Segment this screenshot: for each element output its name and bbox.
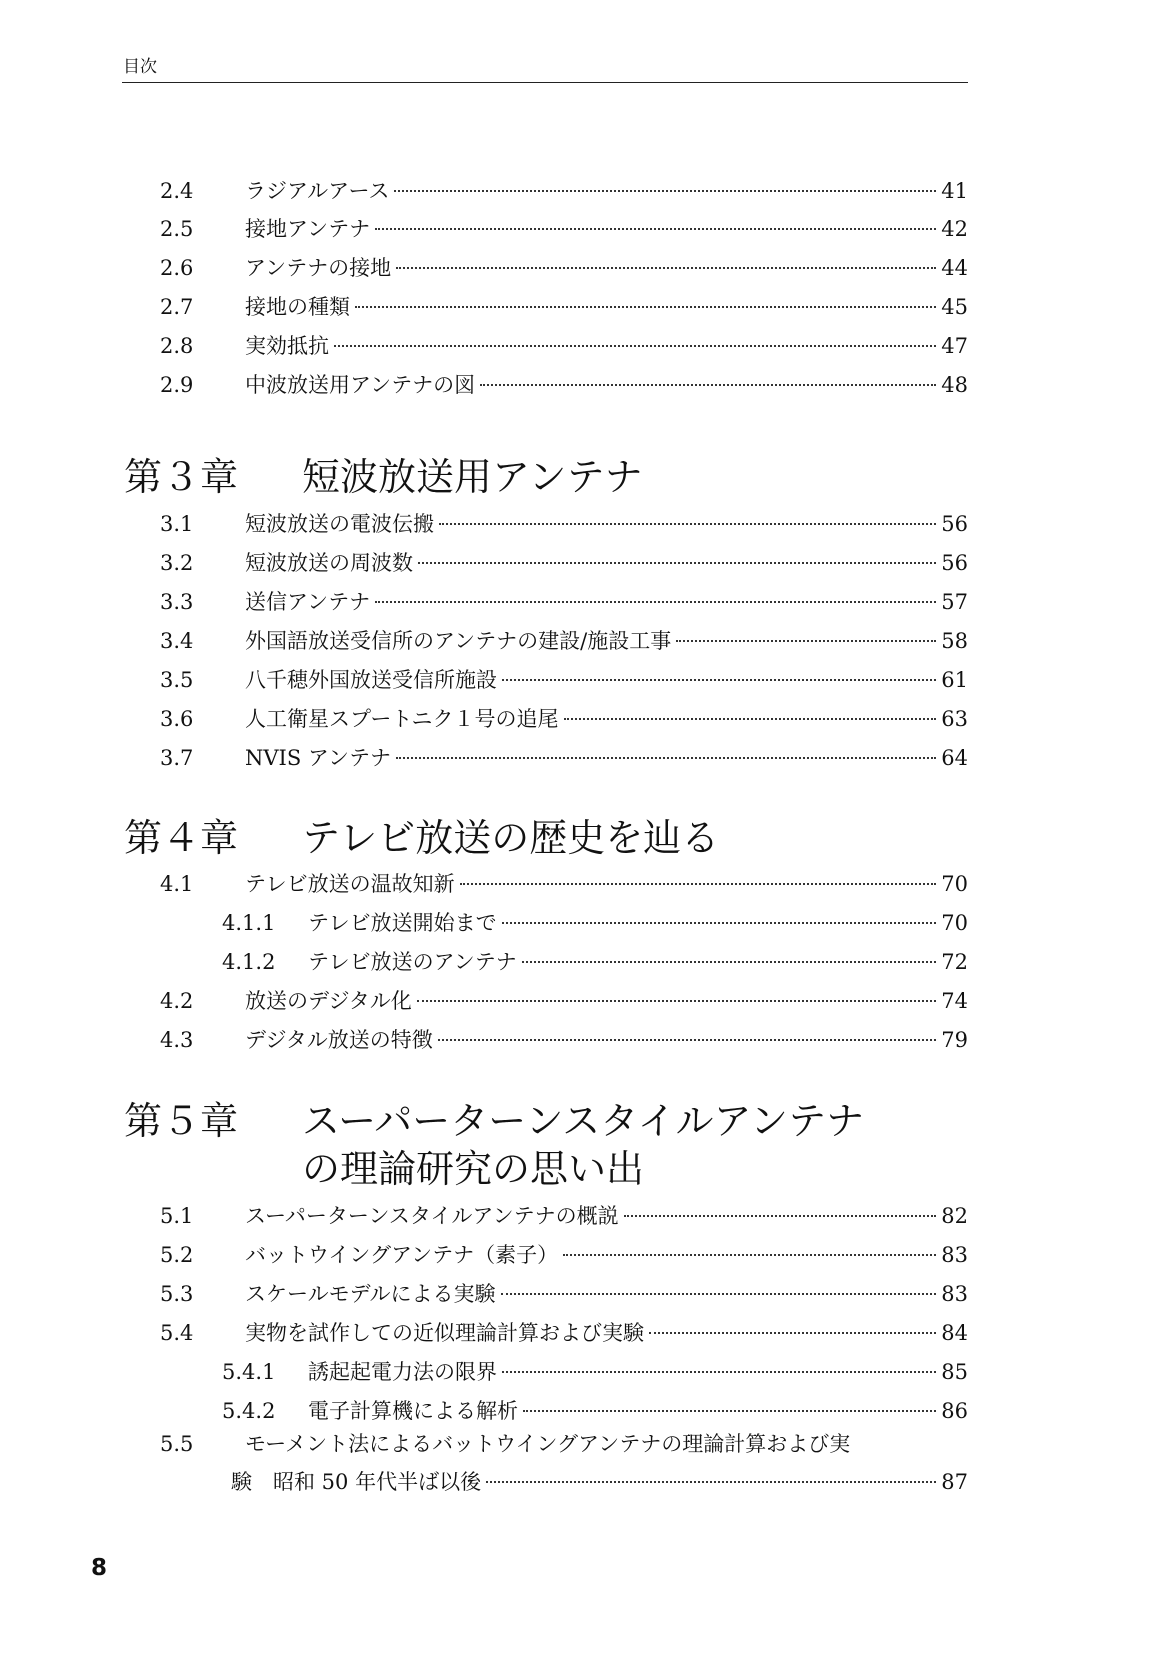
- toc-entry-5-4-1[interactable]: [222, 1356, 968, 1388]
- dot-leader: [460, 883, 937, 885]
- dot-leader: [396, 757, 936, 759]
- section-number: 3.7: [160, 746, 194, 770]
- toc-entry-5-4-2[interactable]: [222, 1395, 968, 1427]
- toc-entry-3-6[interactable]: [160, 703, 968, 735]
- page-ref: 61: [941, 668, 968, 692]
- dot-leader: [522, 961, 937, 963]
- page-ref: 85: [941, 1360, 968, 1384]
- section-title: 中波放送用アンテナの図: [245, 373, 476, 397]
- page-ref: 70: [941, 911, 968, 935]
- section-title: 実物を試作しての近似理論計算および実験: [245, 1321, 644, 1345]
- dot-leader: [501, 1293, 937, 1295]
- chapter-4-heading[interactable]: [124, 813, 719, 863]
- section-number: 5.2: [160, 1243, 194, 1267]
- header-rule: [122, 82, 968, 83]
- dot-leader: [502, 679, 936, 681]
- section-title: 短波放送の周波数: [245, 551, 413, 575]
- section-number: 4.3: [160, 1028, 194, 1052]
- toc-entry-4-1[interactable]: [160, 868, 968, 900]
- section-number: 3.3: [160, 590, 194, 614]
- page-ref: 64: [941, 746, 968, 770]
- toc-entry-5-4[interactable]: [160, 1317, 968, 1349]
- section-number: 2.5: [160, 217, 194, 241]
- toc-entry-2-4[interactable]: [160, 175, 968, 207]
- page-ref: 45: [941, 295, 968, 319]
- section-number: 4.2: [160, 989, 194, 1013]
- chapter-5-heading[interactable]: [124, 1096, 864, 1146]
- section-number: 5.5: [160, 1432, 194, 1456]
- page-ref: 72: [941, 950, 968, 974]
- page-ref: 44: [941, 256, 968, 280]
- chapter-label: 第４章: [124, 816, 239, 860]
- section-title: NVIS アンテナ: [245, 746, 392, 770]
- section-number: 5.4: [160, 1321, 194, 1345]
- section-title-continuation: 験 昭和 50 年代半ば以後: [231, 1470, 482, 1494]
- section-number: 2.4: [160, 179, 194, 203]
- section-title: テレビ放送の温故知新: [245, 872, 455, 896]
- toc-entry-3-5[interactable]: [160, 664, 968, 696]
- toc-entry-3-3[interactable]: [160, 586, 968, 618]
- page-ref: 70: [941, 872, 968, 896]
- dot-leader: [418, 562, 936, 564]
- dot-leader: [502, 922, 937, 924]
- dot-leader: [480, 384, 936, 386]
- section-title: テレビ放送開始まで: [308, 911, 497, 935]
- section-number: 3.4: [160, 629, 194, 653]
- section-title: モーメント法によるバットウイングアンテナの理論計算および実: [245, 1432, 851, 1456]
- page-ref: 41: [941, 179, 968, 203]
- dot-leader: [624, 1215, 937, 1217]
- section-number: 3.2: [160, 551, 194, 575]
- page-ref: 63: [941, 707, 968, 731]
- section-number: 3.6: [160, 707, 194, 731]
- dot-leader: [438, 1039, 937, 1041]
- section-title: デジタル放送の特徴: [245, 1028, 433, 1052]
- dot-leader: [502, 1371, 936, 1373]
- dot-leader: [334, 345, 936, 347]
- chapter-title-line1: スーパーターンスタイルアンテナ: [302, 1099, 865, 1143]
- dot-leader: [439, 523, 936, 525]
- chapter-title: テレビ放送の歴史を辿る: [302, 816, 720, 860]
- page-ref: 82: [941, 1204, 968, 1228]
- toc-entry-5-5[interactable]: [160, 1428, 968, 1460]
- page-ref: 47: [941, 334, 968, 358]
- section-title: バットウイングアンテナ（素子）: [245, 1243, 559, 1267]
- section-title: 電子計算機による解析: [308, 1399, 518, 1423]
- section-title: 短波放送の電波伝搬: [245, 512, 434, 536]
- section-title: 誘起起電力法の限界: [308, 1360, 497, 1384]
- page-ref: 86: [941, 1399, 968, 1423]
- chapter-3-heading[interactable]: [124, 452, 642, 502]
- section-title: テレビ放送のアンテナ: [308, 950, 517, 974]
- page-ref: 48: [941, 373, 968, 397]
- running-head: 目次: [123, 57, 157, 77]
- section-title: 接地の種類: [245, 295, 350, 319]
- dot-leader: [375, 228, 936, 230]
- section-number: 5.3: [160, 1282, 194, 1306]
- page-ref: 84: [941, 1321, 968, 1345]
- dot-leader: [394, 190, 936, 192]
- page-number: 8: [91, 1555, 108, 1581]
- section-number: 5.4.1: [222, 1360, 276, 1384]
- dot-leader: [523, 1410, 936, 1412]
- page-ref: 56: [941, 512, 968, 536]
- dot-leader: [486, 1481, 936, 1483]
- toc-entry-2-8[interactable]: [160, 330, 968, 362]
- toc-entry-2-9[interactable]: [160, 369, 968, 401]
- section-number: 2.8: [160, 334, 194, 358]
- dot-leader: [563, 1254, 936, 1256]
- dot-leader: [649, 1332, 936, 1334]
- toc-entry-5-2[interactable]: [160, 1239, 968, 1271]
- section-number: 5.1: [160, 1204, 194, 1228]
- section-title: アンテナの接地: [245, 256, 392, 280]
- toc-entry-4-1-2[interactable]: [222, 946, 968, 978]
- page-ref: 57: [941, 590, 968, 614]
- section-title: 八千穂外国放送受信所施設: [245, 668, 497, 692]
- section-number: 5.4.2: [222, 1399, 276, 1423]
- section-title: 実効抵抗: [245, 334, 329, 358]
- toc-entry-4-2[interactable]: [160, 985, 968, 1017]
- toc-entry-3-1[interactable]: [160, 508, 968, 540]
- section-title: 送信アンテナ: [245, 590, 371, 614]
- section-title: 外国語放送受信所のアンテナの建設/施設工事: [245, 629, 672, 653]
- section-title: 放送のデジタル化: [245, 989, 412, 1013]
- page-ref: 83: [941, 1243, 968, 1267]
- page-ref: 74: [941, 989, 968, 1013]
- dot-leader: [355, 306, 936, 308]
- section-number: 3.1: [160, 512, 194, 536]
- dot-leader: [676, 640, 936, 642]
- toc-entry-4-3[interactable]: [160, 1024, 968, 1056]
- section-title: スケールモデルによる実験: [245, 1282, 496, 1306]
- chapter-title: 短波放送用アンテナ: [302, 455, 643, 499]
- section-title: 人工衛星スプートニク１号の追尾: [245, 707, 559, 731]
- section-number: 2.9: [160, 373, 194, 397]
- section-title: ラジアルアース: [245, 179, 390, 203]
- section-title: 接地アンテナ: [245, 217, 371, 241]
- toc-entry-3-7[interactable]: [160, 742, 968, 774]
- toc-entry-2-7[interactable]: [160, 291, 968, 323]
- toc-entry-2-6[interactable]: [160, 252, 968, 284]
- dot-leader: [375, 601, 936, 603]
- chapter-title-line2: の理論研究の思い出: [302, 1147, 645, 1191]
- chapter-label: 第５章: [124, 1099, 239, 1143]
- section-number: 4.1.2: [222, 950, 276, 974]
- section-number: 3.5: [160, 668, 194, 692]
- page-ref: 56: [941, 551, 968, 575]
- dot-leader: [417, 1000, 937, 1002]
- toc-entry-4-1-1[interactable]: [222, 907, 968, 939]
- dot-leader: [564, 718, 937, 720]
- page-ref: 42: [941, 217, 968, 241]
- toc-entry-3-4[interactable]: [160, 625, 968, 657]
- section-number: 2.7: [160, 295, 194, 319]
- page-ref: 58: [941, 629, 968, 653]
- page-ref: 83: [941, 1282, 968, 1306]
- section-number: 2.6: [160, 256, 194, 280]
- section-title: スーパーターンスタイルアンテナの概説: [245, 1204, 619, 1228]
- toc-entry-5-3[interactable]: [160, 1278, 968, 1310]
- page-ref: 79: [941, 1028, 968, 1052]
- page-ref: 87: [941, 1470, 968, 1494]
- toc-entry-3-2[interactable]: [160, 547, 968, 579]
- toc-entry-5-1[interactable]: [160, 1200, 968, 1232]
- toc-entry-2-5[interactable]: [160, 213, 968, 245]
- dot-leader: [396, 267, 936, 269]
- section-number: 4.1.1: [222, 911, 276, 935]
- chapter-label: 第３章: [124, 455, 239, 499]
- toc-entry-5-5-continuation[interactable]: [231, 1466, 968, 1498]
- section-number: 4.1: [160, 872, 194, 896]
